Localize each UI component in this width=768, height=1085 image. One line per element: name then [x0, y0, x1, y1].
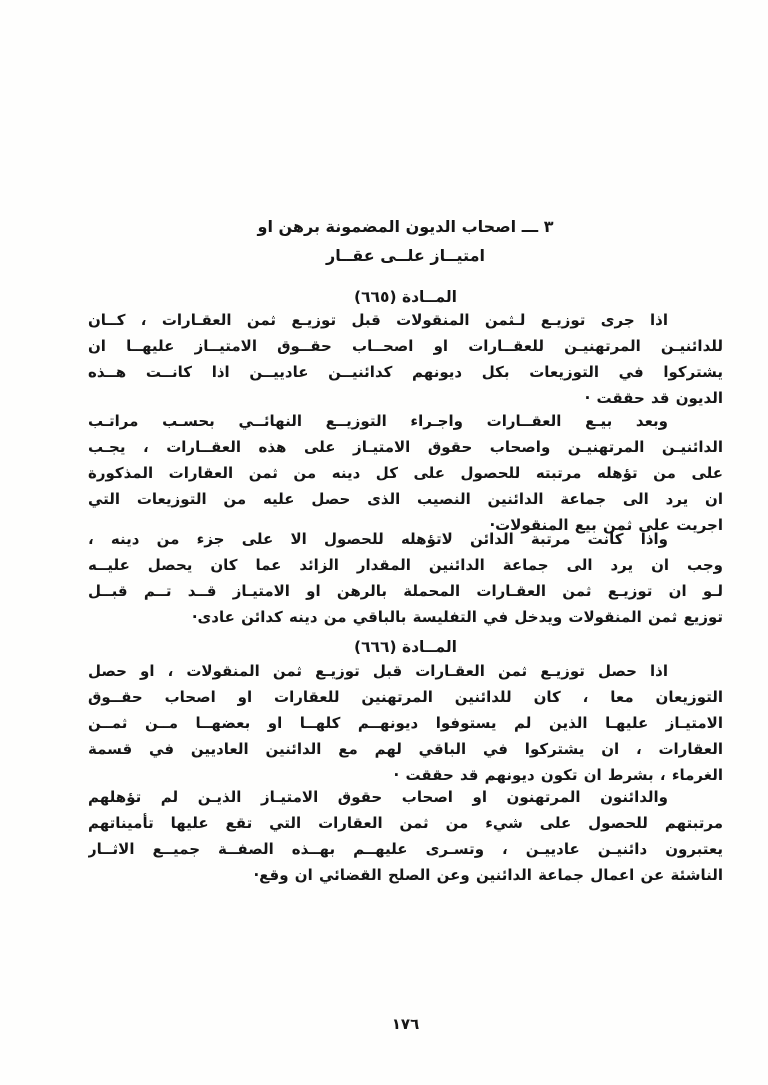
text-line: مرتبتهم للحصول على شيء من ثمن العقارات التي تقع عليها تأميناتهم: [88, 814, 723, 832]
text-line: توزيع ثمن المنقولات ويدخل في التفليسة بالباقي من دينه كدائن عادى·: [191, 608, 723, 626]
text-line: للدائنيـن المرتهنيـن للعقــارات او اصحــاب حقــوق الامتيــاز عليهــا ان: [88, 337, 723, 355]
text-line: لـو ان توزيـع ثمن العقـارات المحملة بالرهن او الامتيـاز قــد تــم قبــل: [88, 582, 723, 600]
text-line: وجب ان يرد الى جماعة الدائنين المقدار الزائد عما كان يحصل عليــه: [88, 556, 723, 574]
article-665-paragraph-1: [88, 307, 723, 411]
text-line: على من تؤهله مرتبته للحصول على كل دينه من ثمن العقارات المذكورة: [88, 464, 723, 482]
text-line: اجريت على ثمن بيع المنقولات·: [489, 516, 723, 534]
article-666-paragraph-2: [88, 784, 723, 888]
text-line: الديون قد حققت ·: [584, 389, 723, 407]
text-line: الغرماء ، بشرط ان تكون ديونهم قد حققت ·: [393, 766, 723, 784]
text-line: الناشئة عن اعمال جماعة الدائنين وعن الصلح القضائي ان وقع·: [253, 866, 723, 884]
page-number: ١٧٦: [391, 1015, 420, 1033]
article-666-paragraph-1: [88, 658, 723, 788]
article-666-title: المــادة (٦٦٦): [353, 638, 457, 656]
text-line: وبعد بيـع العقــارات واجـراء التوزيــع النهائــي بحسـب مراتـب: [88, 412, 668, 430]
article-665-paragraph-3: [88, 526, 723, 630]
text-line: يعتبرون دائنيـن عادييـن ، وتسـرى عليهــم بهــذه الصفــة جميــع الاثــار: [88, 840, 723, 858]
section-heading-line-2: امتيــاز علــى عقــار: [326, 246, 485, 265]
text-line: الامتيـاز عليهـا الذين لم يستوفوا ديونهــم كلهــا او بعضهــا مــن ثمــن: [88, 714, 723, 732]
text-line: والدائنون المرتهنون او اصحاب حقوق الامتيـاز الذيـن لم تؤهلهم: [88, 788, 668, 806]
text-line: العقارات ، ان يشتركوا في الباقي لهم مع الدائنين العاديين في قسمة: [88, 740, 723, 758]
text-line: يشتركوا في التوزيعات بكل ديونهم كدائنيــن عادييــن اذا كانــت هــذه: [88, 363, 723, 381]
article-665-paragraph-2: [88, 408, 723, 538]
text-line: الدائنيـن المرتهنيـن واصحاب حقوق الامتيـاز على هذه العقــارات ، يجـب: [88, 438, 723, 456]
section-heading-line-1: ٣ ـــ اصحاب الديون المضمونة برهن او: [257, 217, 554, 236]
text-line: التوزيعان معا ، كان للدائنين المرتهنين للعقارات او اصحاب حقــوق: [88, 688, 723, 706]
text-line: اذا حصل توزيـع ثمن العقـارات قبل توزيـع ثمن المنقولات ، او حصل: [88, 662, 668, 680]
text-line: ان يرد الى جماعة الدائنين النصيب الذى حصل عليه من التوزيعات التي: [88, 490, 723, 508]
text-line: واذا كانت مرتبة الدائن لاتؤهله للحصول الا على جزء من دينه ،: [88, 530, 668, 548]
article-665-title: المــادة (٦٦٥): [353, 288, 457, 306]
section-heading: [88, 212, 723, 270]
text-line: اذا جرى توزيـع لـثمن المنقولات قبل توزيـع ثمن العقـارات ، كــان: [88, 311, 668, 329]
